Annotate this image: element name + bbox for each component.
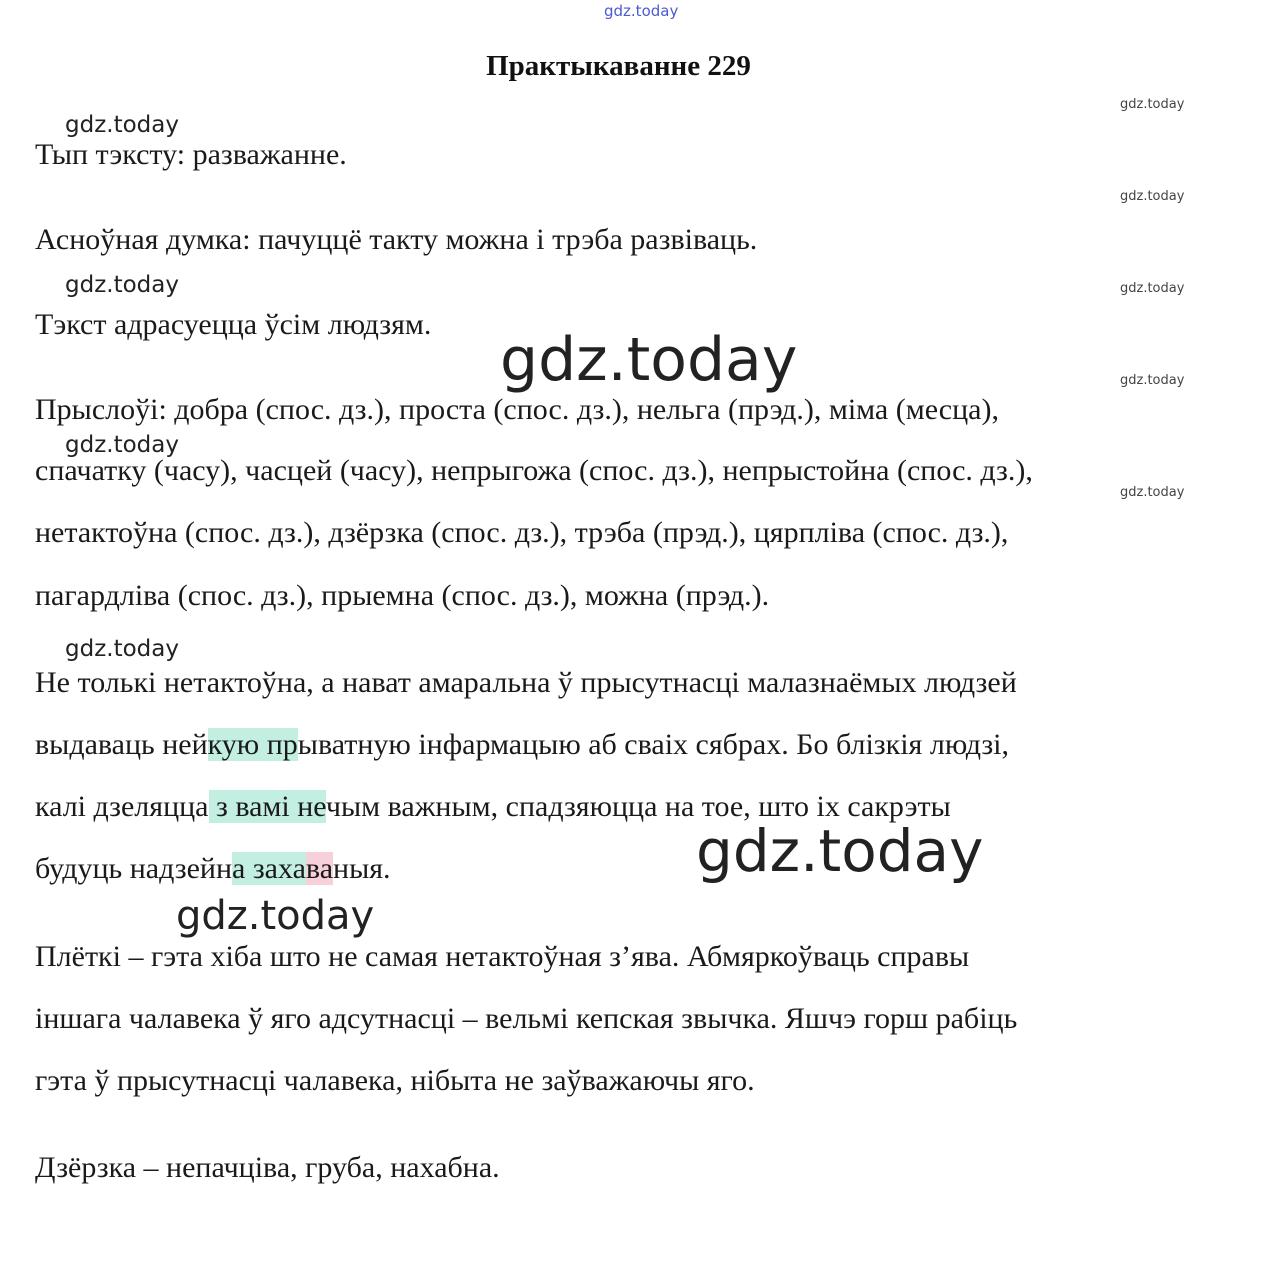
- paragraph-line: Не толькі нетактоўна, а нават амаральна ў прысутнасці малазнаёмых людзей: [35, 666, 1017, 699]
- highlight: а заха: [232, 852, 306, 885]
- watermark-large: gdz.today: [176, 893, 375, 939]
- watermark: gdz.today: [1120, 281, 1185, 296]
- main-idea: Асноўная думка: пачуццё такту можна і трэба развіваць.: [35, 223, 758, 256]
- audience: Тэкст адрасуецца ўсім людзям.: [35, 308, 432, 341]
- definition: Дзёрзка – непачціва, груба, нахабна.: [35, 1151, 500, 1184]
- adverbs-line: Прыслоўі: добра (спос. дз.), проста (спос. дз.), нельга (прэд.), міма (месца),: [35, 393, 999, 426]
- page-title: Практыкаванне 229: [486, 50, 751, 82]
- text: калі дзеляцца: [35, 790, 209, 823]
- text-type: Тып тэксту: разважанне.: [35, 138, 347, 171]
- highlight: ва: [305, 852, 334, 885]
- highlight: кую пр: [207, 728, 298, 761]
- watermark: gdz.today: [65, 636, 179, 662]
- watermark: gdz.today: [1120, 373, 1185, 388]
- watermark: gdz.today: [1120, 189, 1185, 204]
- text: ыватную інфармацыю аб сваіх сябрах. Бо блізкія людзі,: [297, 728, 1010, 761]
- highlight: з вамі не: [208, 790, 326, 823]
- adverbs-line: нетактоўна (спос. дз.), дзёрзка (спос. дз.), трэба (прэд.), цярпліва (спос. дз.),: [35, 516, 1009, 549]
- watermark-top: gdz.today: [604, 2, 679, 20]
- watermark: gdz.today: [65, 432, 179, 458]
- text: будуць надзейн: [35, 852, 233, 885]
- text: выдаваць ней: [35, 728, 208, 761]
- paragraph-line: гэта ў прысутнасці чалавека, нібыта не заўважаючы яго.: [35, 1064, 755, 1097]
- watermark: gdz.today: [1120, 97, 1185, 112]
- paragraph-line: Плёткі – гэта хіба што не самая нетактоўная з’ява. Абмяркоўваць справы: [35, 940, 970, 973]
- paragraph-line: [35, 789, 951, 825]
- watermark-large: gdz.today: [696, 817, 984, 885]
- paragraph-line: [35, 851, 391, 887]
- paragraph-line: [35, 727, 1009, 763]
- adverbs-line: пагардліва (спос. дз.), прыемна (спос. дз.), можна (прэд.).: [35, 579, 770, 612]
- adverbs-line: спачатку (часу), часцей (часу), непрыгожа (спос. дз.), непрыстойна (спос. дз.),: [35, 454, 1033, 487]
- watermark-large: gdz.today: [500, 325, 798, 395]
- watermark: gdz.today: [1120, 485, 1185, 500]
- text: чым важным, спадзяюцца на тое, што іх сакрэты: [325, 790, 951, 823]
- watermark: gdz.today: [65, 272, 179, 298]
- watermark: gdz.today: [65, 112, 179, 138]
- text: ныя.: [333, 852, 391, 885]
- paragraph-line: іншага чалавека ў яго адсутнасці – вельмі кепская звычка. Яшчэ горш рабіць: [35, 1002, 1018, 1035]
